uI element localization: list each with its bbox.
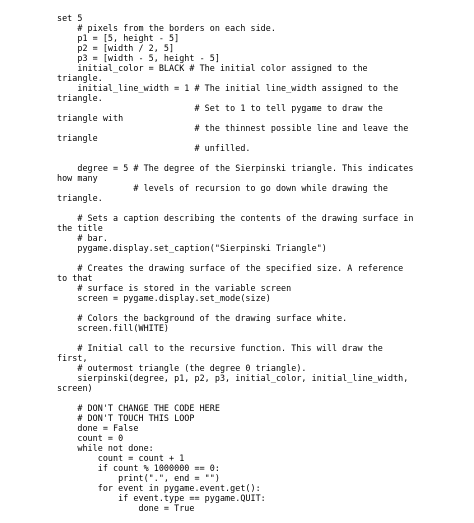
code-line: [57, 303, 474, 313]
code-line: [57, 253, 474, 263]
code-line: triangle: [57, 133, 98, 143]
code-line: count = 0: [57, 433, 124, 443]
code-line: done = True: [57, 503, 195, 513]
code-line: sierpinski(degree, p1, p2, p3, initial_color, initial_line_width,: [57, 373, 409, 383]
code-line: to that: [57, 273, 93, 283]
code-line: triangle with: [57, 113, 124, 123]
code-line: [57, 393, 474, 403]
code-line: # pixels from the borders on each side.: [57, 23, 276, 33]
code-line: [57, 203, 474, 213]
code-line: screen): [57, 383, 93, 393]
code-line: # the thinnest possible line and leave the: [57, 123, 409, 133]
code-line: screen = pygame.display.set_mode(size): [57, 293, 271, 303]
code-line: # surface is stored in the variable screen: [57, 283, 292, 293]
code-line: pygame.display.set_caption("Sierpinski Triangle"): [57, 243, 327, 253]
code-line: how many: [57, 173, 98, 183]
code-line: if event.type == pygame.QUIT:: [57, 493, 266, 503]
code-line: # levels of recursion to go down while drawing the: [57, 183, 388, 193]
code-line: done = False: [57, 423, 139, 433]
code-line: p2 = [width / 2, 5]: [57, 43, 175, 53]
code-line: # Creates the drawing surface of the specified size. A reference: [57, 263, 404, 273]
code-line: if count % 1000000 == 0:: [57, 463, 220, 473]
code-line: the title: [57, 223, 103, 233]
code-line: for event in pygame.event.get():: [57, 483, 261, 493]
code-line: # unfilled.: [57, 143, 251, 153]
code-line: # DON'T CHANGE THE CODE HERE: [57, 403, 220, 413]
code-line: screen.fill(WHITE): [57, 323, 170, 333]
code-line: # Sets a caption describing the contents of the drawing surface in: [57, 213, 414, 223]
code-line: # Set to 1 to tell pygame to draw the: [57, 103, 383, 113]
code-line: set 5: [57, 13, 83, 23]
code-line: # DON'T TOUCH THIS LOOP: [57, 413, 195, 423]
code-line: [57, 333, 474, 343]
code-line: triangle.: [57, 193, 103, 203]
code-line: degree = 5 # The degree of the Sierpinski triangle. This indicates: [57, 163, 414, 173]
code-line: triangle.: [57, 93, 103, 103]
code-line: initial_color = BLACK # The initial color assigned to the: [57, 63, 368, 73]
code-line: # bar.: [57, 233, 108, 243]
code-line: # Colors the background of the drawing surface white.: [57, 313, 348, 323]
code-line: p1 = [5, height - 5]: [57, 33, 180, 43]
code-line: print(".", end = ""): [57, 473, 220, 483]
code-line: # outermost triangle (the degree 0 triangle).: [57, 363, 307, 373]
code-line: triangle.: [57, 73, 103, 83]
code-line: while not done:: [57, 443, 154, 453]
code-line: first,: [57, 353, 88, 363]
code-line: initial_line_width = 1 # The initial line_width assigned to the: [57, 83, 399, 93]
code-line: p3 = [width - 5, height - 5]: [57, 53, 220, 63]
code-line: # Initial call to the recursive function. This will draw the: [57, 343, 383, 353]
code-line: count = count + 1: [57, 453, 185, 463]
code-line: [57, 153, 474, 163]
